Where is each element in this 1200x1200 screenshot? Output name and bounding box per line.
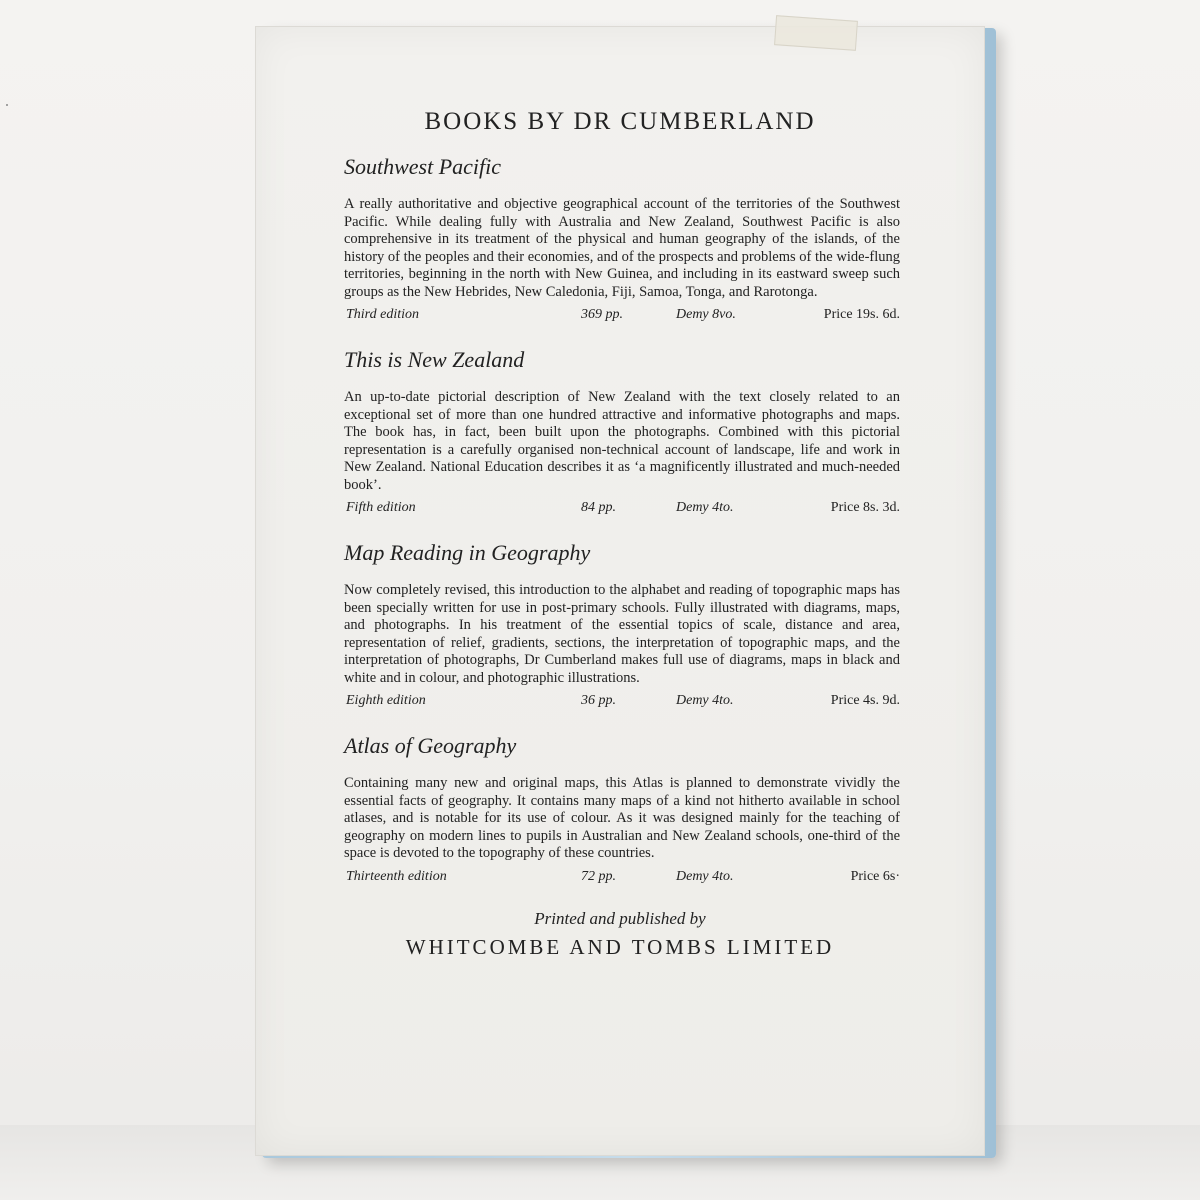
book-pages: 36 pp.	[581, 693, 616, 708]
book-entry-southwest-pacific	[340, 154, 900, 325]
book-pages: 369 pp.	[581, 307, 623, 322]
book-price: Price 8s. 3d.	[830, 500, 900, 515]
book-size: Demy 4to.	[676, 868, 734, 884]
book-title: This is New Zealand	[344, 347, 525, 372]
book-edition: Thirteenth edition	[346, 868, 447, 884]
book-price: Price 4s. 9d.	[830, 693, 900, 708]
book-entry-this-is-new-zealand	[340, 347, 900, 518]
book-description: A really authoritative and objective geographical account of the territories of the Southwest Pacific. While dealing fully with Australia and New Zealand, Southwest Pacific is also comprehensive in its treatment of the physical and human geography of the islands, of the history of the peoples and their economies, and of the prospects and problems of the wide-flung territories, beginning in the north with New Guinea, and including in its eastward sweep such groups as the New Hebrides, New Caledonia, Fiji, Samoa, Tonga, and Rarotonga.	[344, 196, 900, 300]
book-size: Demy 8vo.	[676, 307, 736, 322]
book-entry-atlas	[340, 733, 900, 887]
book-entry-map-reading	[340, 540, 900, 711]
book-edition: Fifth edition	[346, 500, 416, 515]
book-title: Southwest Pacific	[344, 154, 502, 179]
book-title: Map Reading in Geography	[344, 540, 591, 565]
book-description: An up-to-date pictorial description of New Zealand with the text closely related to an exceptional set of more than one hundred attractive and informative photographs and maps. The book has, in fact, been built upon the photographs. Combined with this pictorial representation is a carefully organised non-technical account of landscape, life and work in New Zealand. National Education describes it as ‘a magnificently illustrated and much-needed book’.	[344, 389, 900, 493]
jacket-text	[340, 108, 900, 960]
book-price: Price 19s. 6d.	[823, 307, 900, 322]
book-description: Containing many new and original maps, this Atlas is planned to demonstrate vividly the essential facts of geography. It contains many maps of a kind not hitherto available in school atlases, and is notable for its use of colour. As it was designed mainly for the teaching of geography on modern lines to pupils in Australian and New Zealand schools, one-third of the space is devoted to the topography of these countries.	[344, 775, 900, 861]
book-size: Demy 4to.	[676, 500, 734, 515]
wall-speck	[6, 104, 8, 106]
book-size: Demy 4to.	[676, 693, 734, 708]
book-title: Atlas of Geography	[344, 733, 517, 758]
book-pages: 72 pp.	[581, 868, 616, 884]
book-price: Price 6s·	[850, 868, 900, 884]
book-details	[346, 305, 900, 325]
book-details	[346, 867, 900, 887]
page-title: BOOKS BY DR CUMBERLAND	[424, 108, 816, 135]
book-description: Now completely revised, this introduction to the alphabet and reading of topographic maps has been specially written for use in post-primary schools. Fully illustrated with diagrams, maps, and photographs. In his treatment of the essential topics of scale, distance and area, representation of relief, gradients, sections, the interpretation of topographic maps, and the interpretation of photographs, Dr Cumberland makes full use of diagrams, maps in black and white and in colour, and photographic illustrations.	[344, 582, 900, 686]
publisher-line: Printed and published by	[534, 908, 706, 928]
book-pages: 84 pp.	[581, 500, 616, 515]
book-edition: Eighth edition	[346, 693, 426, 708]
book-edition: Third edition	[346, 307, 419, 322]
tape-piece	[774, 15, 858, 51]
book-details	[346, 498, 900, 518]
publisher-name: WHITCOMBE AND TOMBS LIMITED	[405, 934, 835, 959]
book-details	[346, 691, 900, 711]
